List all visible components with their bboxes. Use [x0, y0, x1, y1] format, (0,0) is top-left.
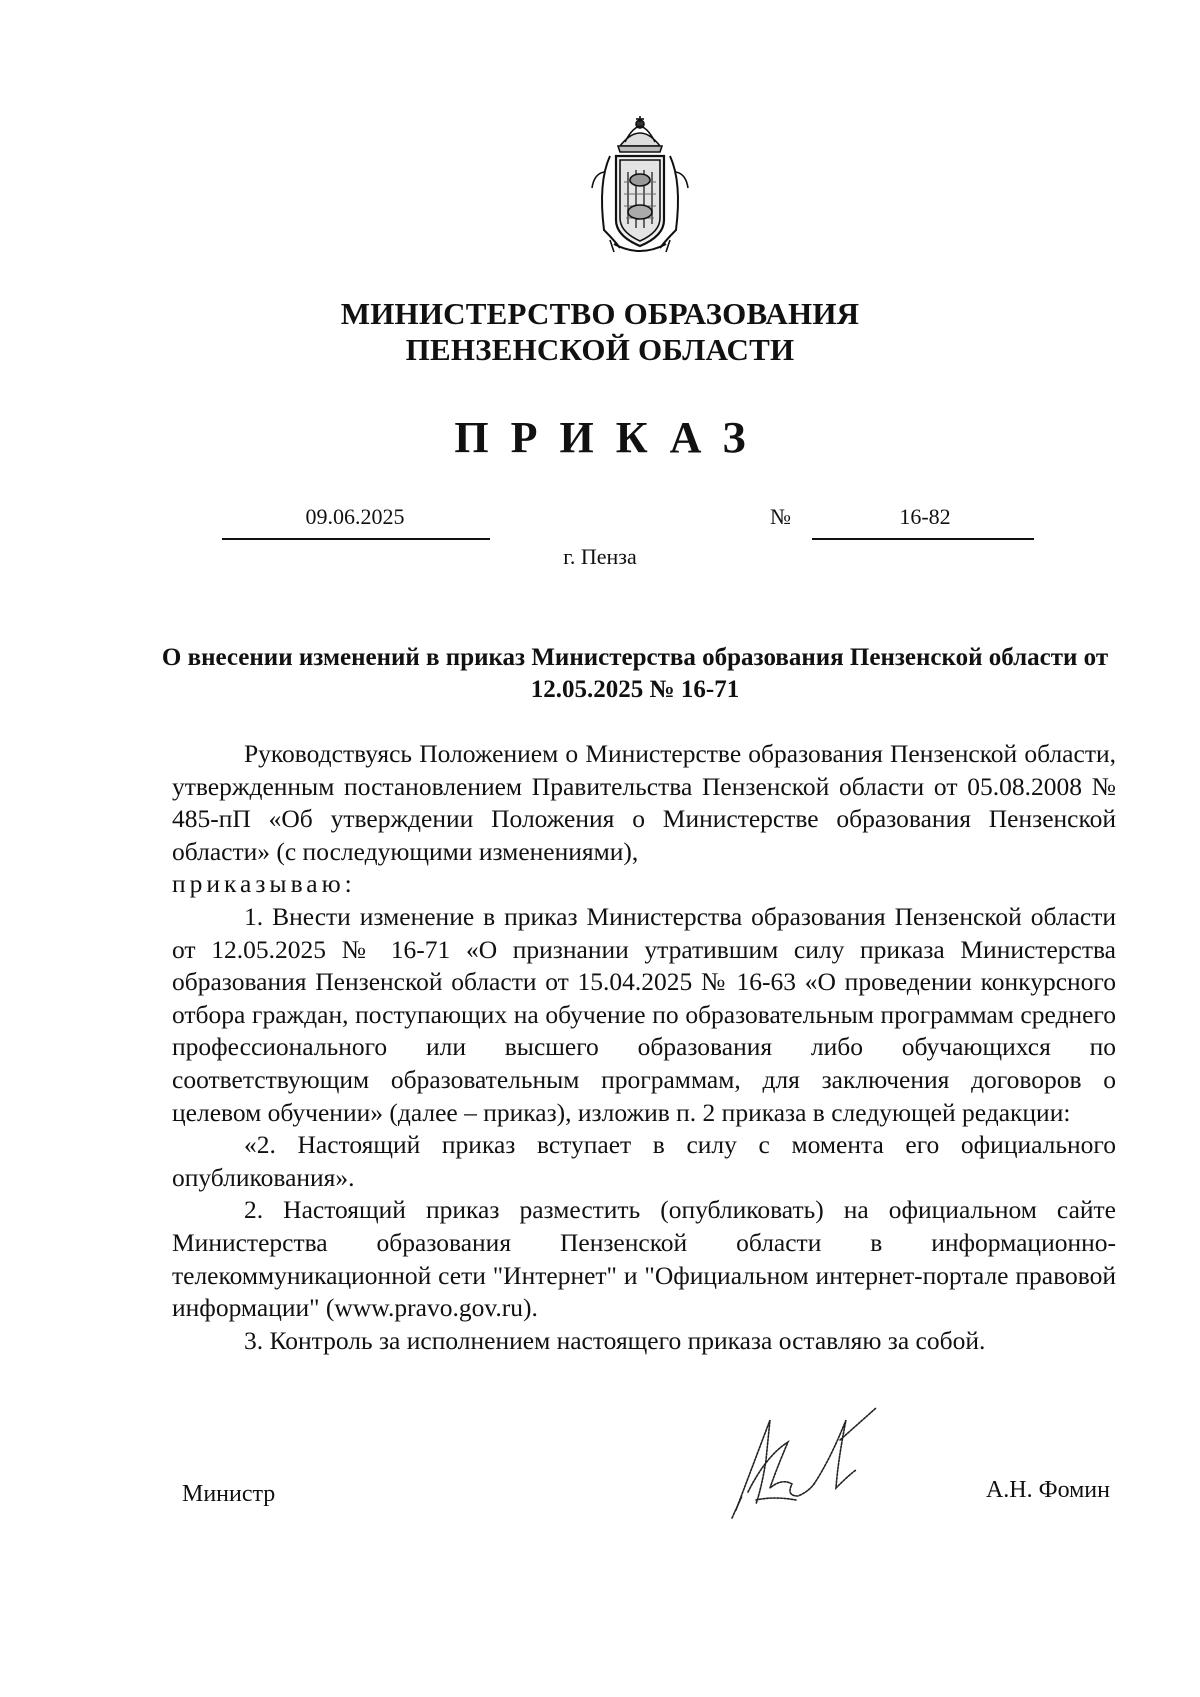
- order-date: 09.06.2025: [305, 504, 405, 529]
- organization-name-line-1: МИНИСТЕРСТВО ОБРАЗОВАНИЯ: [340, 296, 860, 331]
- coat-of-arms-icon: [580, 112, 700, 262]
- date-underline: [222, 538, 490, 540]
- order-subject: О внесении изменений в приказ Министерства образования Пензенской области от 12.05.2025 № 16-71: [161, 644, 1109, 703]
- preamble-text: Руководствуясь Положением о Министерстве образования Пензенской области, утвержденным постановлением Правительства Пензенской области от 05.08.2008 № 485-пП «Об утверждении Положения о Министерстве образования Пензенской области» (с последующими изменениями),: [172, 739, 1116, 866]
- organization-name-line-2: ПЕНЗЕНСКОЙ ОБЛАСТИ: [405, 332, 795, 367]
- document-type-title: ПРИКАЗ: [454, 413, 768, 462]
- order-word: приказываю:: [172, 869, 356, 899]
- item-2-paragraph: 2. Настоящий приказ разместить (опубликовать) на официальном сайте Министерства образования Пензенской области в информационно-телекоммуникационной сети "Интернет" и "Официальном интернет-портале правовой информации" (www.pravo.gov.ru).: [172, 1195, 1116, 1323]
- item-3-paragraph: 3. Контроль за исполнением настоящего приказа оставляю за собой.: [244, 1325, 986, 1355]
- place-of-issue: г. Пенза: [563, 544, 637, 569]
- order-number: 16-82: [899, 504, 951, 529]
- item-1-paragraph: 1. Внести изменение в приказ Министерства образования Пензенской области от 12.05.2025 № 16-71 «О признании утратившим силу приказа Министерства образования Пензенской области от 15.04.2025 № 16-63 «О проведении конкурсного отбора граждан, поступающих на обучение по образовательным программам среднего профессионального или высшего образования либо обучающихся по соответствующим образовательным программам, для заключения договоров о целевом обучении» (далее – приказ), изложив п. 2 приказа в следующей редакции:: [172, 901, 1116, 1127]
- number-underline: [812, 538, 1034, 540]
- item-1-quote-paragraph: «2. Настоящий приказ вступает в силу с момента его официального опубликования».: [172, 1130, 1116, 1192]
- order-body: [172, 738, 1116, 1357]
- preamble-paragraph: [172, 738, 1116, 901]
- signer-position: Министр: [182, 1481, 276, 1507]
- handwritten-signature-icon: [726, 1400, 916, 1520]
- order-number-label: №: [770, 504, 791, 529]
- signer-name: А.Н. Фомин: [985, 1477, 1110, 1503]
